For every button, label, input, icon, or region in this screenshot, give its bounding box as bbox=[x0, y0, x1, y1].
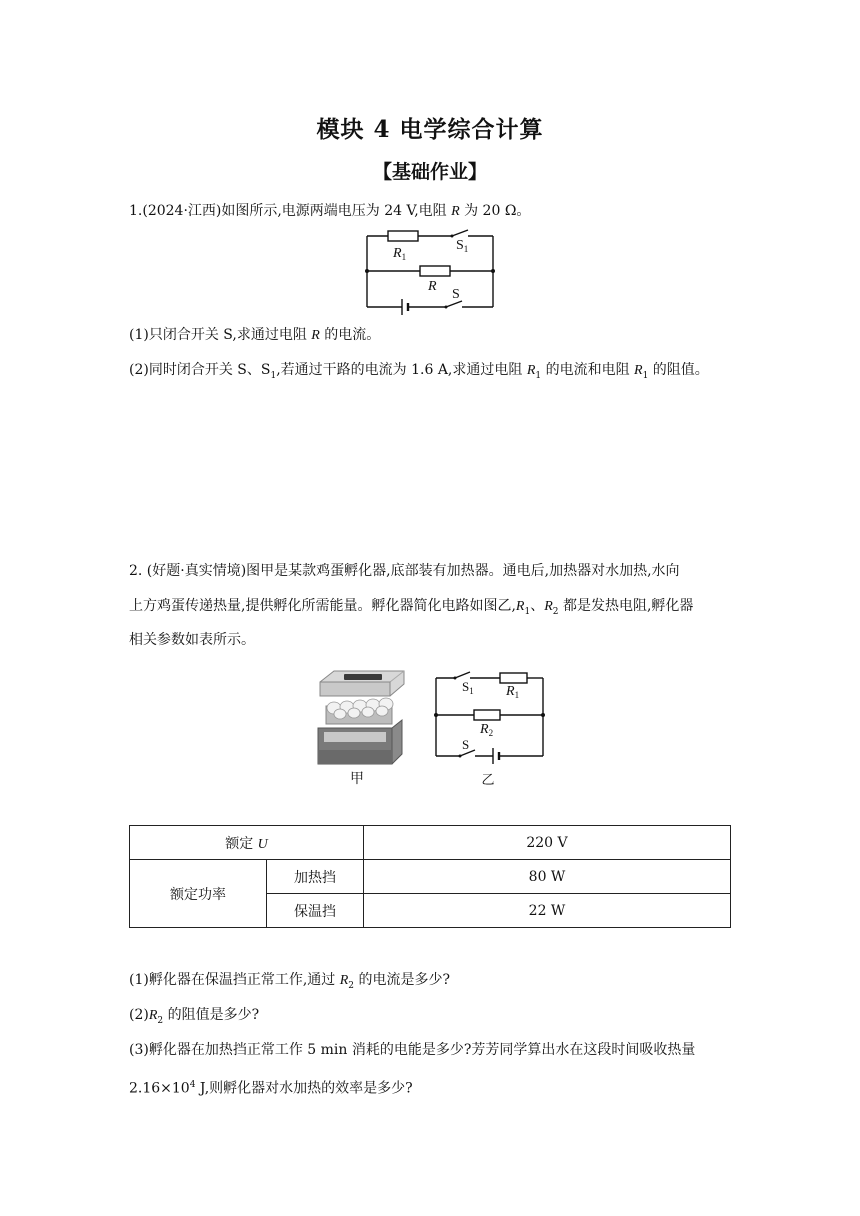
q2-part3-line1: (3)孵化器在加热挡正常工作 5 min 消耗的电能是多少?芳芳同学算出水在这段时间吸收热量 bbox=[129, 1042, 696, 1058]
q2-switch-s1 bbox=[455, 672, 470, 678]
q2-label-r2: $R_2$ bbox=[480, 722, 494, 738]
table-cell-rated-u-label: 额定 U bbox=[130, 826, 364, 860]
q2-junction-left bbox=[434, 713, 438, 717]
table-row bbox=[130, 860, 731, 894]
q1-junction-left bbox=[365, 269, 369, 273]
fig-b-label: 乙 bbox=[481, 772, 495, 786]
table-cell-heating-value: 80 W bbox=[364, 860, 731, 894]
q2-circuit-diagram bbox=[430, 670, 550, 786]
table-row bbox=[130, 826, 731, 860]
section-subtitle: 【基础作业】 bbox=[372, 161, 487, 183]
q2-stem-line2: 上方鸡蛋传递热量,提供孵化所需能量。孵化器简化电路如图乙$,R_1$、$R_2$ 都是发热电阻,孵化器 bbox=[129, 598, 694, 617]
q1-junction-right bbox=[491, 269, 495, 273]
q1-stem-var: R bbox=[451, 204, 460, 219]
incubator-params-table bbox=[129, 825, 731, 928]
q1-label-s: S bbox=[452, 287, 460, 302]
q1-part2: (2)同时闭合开关 S、$S_1$,若通过干路的电流为 1.6 A,求通过电阻 $R_1$ 的电流和电阻 $R_1$ 的阻值。 bbox=[129, 362, 709, 381]
q1-label-r1: $R_1$ bbox=[393, 246, 407, 262]
q2-part1: (1)孵化器在保温挡正常工作,通过 $R_2$ 的电流是多少? bbox=[129, 972, 450, 991]
page-title: 模块 4 电学综合计算 bbox=[316, 116, 544, 143]
q1-resistor-r1 bbox=[388, 231, 418, 241]
table-cell-rated-u-value: 220 V bbox=[364, 826, 731, 860]
q1-part1: (1)只闭合开关 S,求通过电阻 R 的电流。 bbox=[129, 327, 381, 343]
q1-resistor-r bbox=[420, 266, 450, 276]
table-cell-keepwarm-label: 保温挡 bbox=[267, 894, 364, 928]
q2-part2: $(2)R_2$ 的阻值是多少? bbox=[129, 1007, 260, 1026]
q1-stem-text-a: 1.(2024·江西)如图所示,电源两端电压为 24 V,电阻 bbox=[129, 203, 452, 219]
q2-stem-line1: 2. (好题·真实情境)图甲是某款鸡蛋孵化器,底部装有加热器。通电后,加热器对水加热,水向 bbox=[129, 563, 680, 579]
q1-stem bbox=[129, 201, 739, 222]
incubator-photo bbox=[312, 666, 412, 786]
q2-label-r1: $R_1$ bbox=[506, 684, 520, 700]
q1-label-s1: $S_1$ bbox=[456, 238, 469, 254]
table-cell-keepwarm-value: 22 W bbox=[364, 894, 731, 928]
q2-label-s1: $S_1$ bbox=[462, 679, 474, 696]
q2-resistor-r2 bbox=[474, 710, 500, 720]
q2-resistor-r1 bbox=[500, 673, 527, 683]
q1-stem-text-b: 为 20 Ω。 bbox=[459, 203, 531, 219]
q1-circuit-diagram bbox=[360, 226, 500, 316]
q2-label-s: S bbox=[462, 737, 470, 752]
q1-label-r: R bbox=[428, 279, 437, 294]
q2-junction-right bbox=[541, 713, 545, 717]
table-cell-heating-label: 加热挡 bbox=[267, 860, 364, 894]
q1-switch-s1 bbox=[452, 230, 468, 236]
q2-stem-line3: 相关参数如表所示。 bbox=[129, 632, 255, 648]
table-cell-rated-power: 额定功率 bbox=[130, 860, 267, 928]
q2-part3-line2: $2.16\times 10^4$ J,则孵化器对水加热的效率是多少? bbox=[129, 1080, 413, 1097]
fig-a-label: 甲 bbox=[350, 772, 364, 786]
